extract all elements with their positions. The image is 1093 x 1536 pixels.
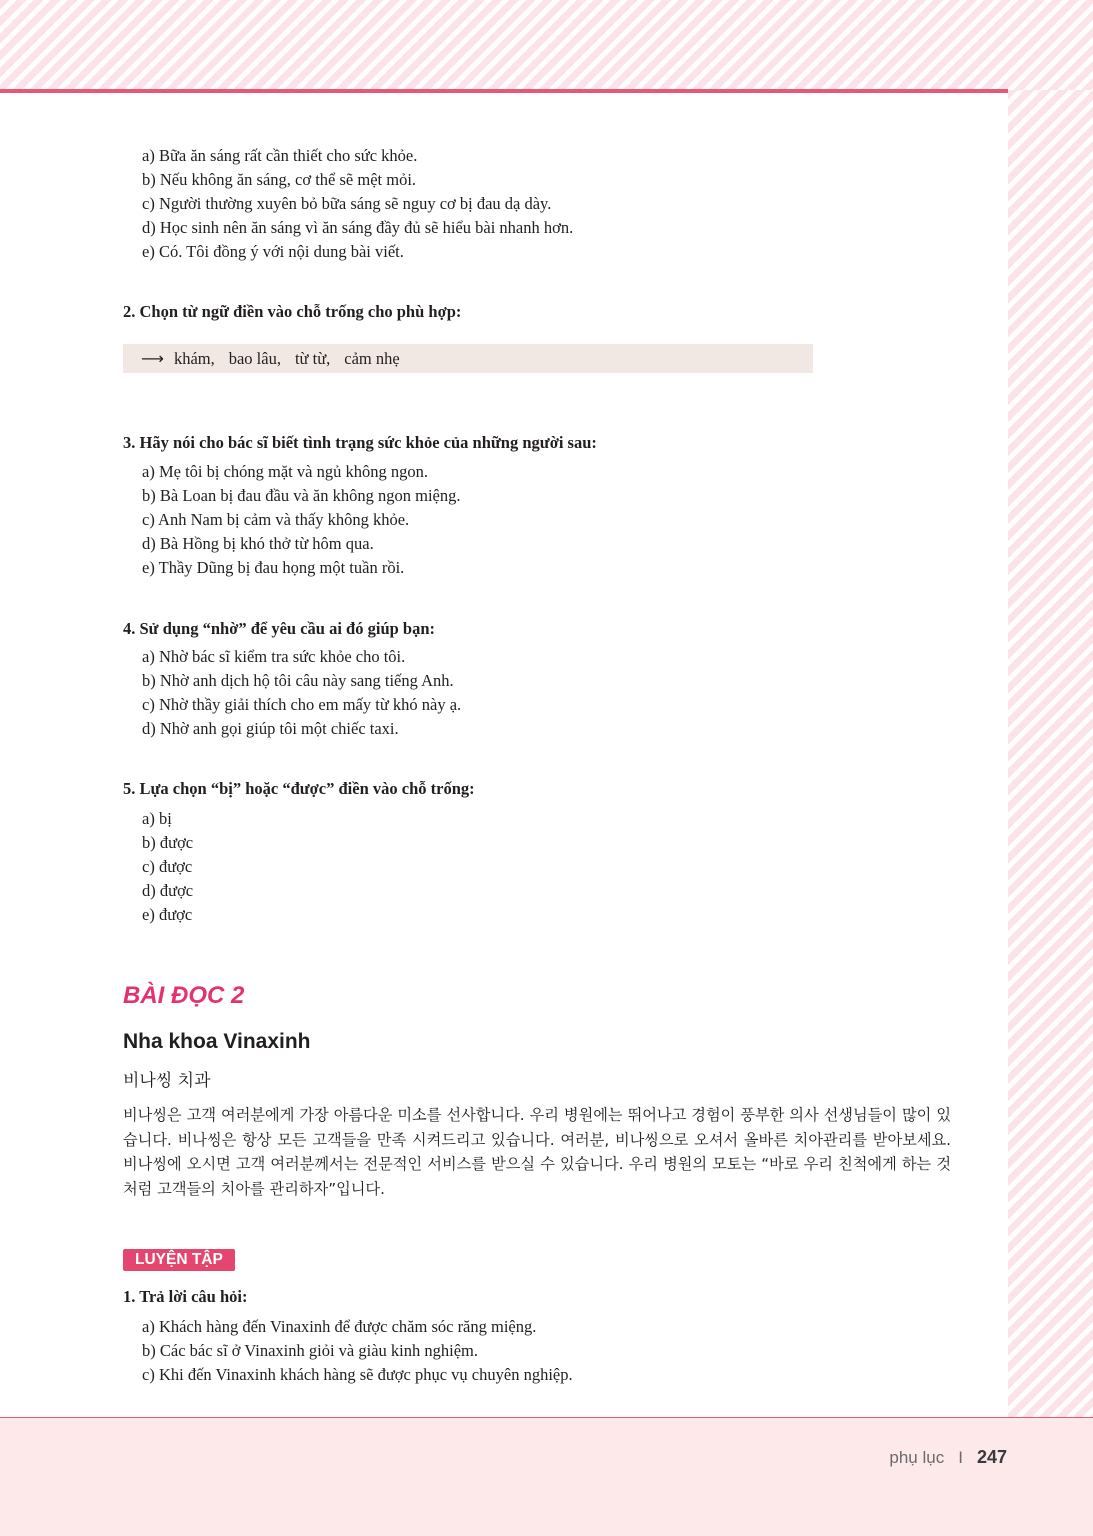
list-item: e) Có. Tôi đồng ý với nội dung bài viết. <box>142 242 404 261</box>
reading-title: Nha khoa Vinaxinh <box>123 1030 311 1053</box>
reading-heading: BÀI ĐỌC 2 <box>123 982 245 1009</box>
list-item: d) Nhờ anh gọi giúp tôi một chiếc taxi. <box>142 719 399 738</box>
question-4 <box>123 617 953 741</box>
list-item: b) được <box>142 833 194 852</box>
top-rule <box>0 89 1008 93</box>
footer-label: phụ lục <box>889 1448 945 1467</box>
practice-question-1-title: 1. Trả lời câu hỏi: <box>123 1287 248 1306</box>
list-item: b) Nếu không ăn sáng, cơ thể sẽ mệt mỏi. <box>142 170 417 189</box>
list-item: c) Nhờ thầy giải thích cho em mấy từ khó này ạ. <box>142 695 462 714</box>
page-number: 247 <box>976 1447 1007 1467</box>
list-item: c) Khi đến Vinaxinh khách hàng sẽ được phục vụ chuyên nghiệp. <box>142 1365 573 1384</box>
top-stripe-decoration <box>0 0 1093 90</box>
list-item: c) Anh Nam bị cảm và thấy không khỏe. <box>142 510 410 529</box>
list-item: b) Các bác sĩ ở Vinaxinh giỏi và giàu kinh nghiệm. <box>142 1341 478 1360</box>
list-item: b) Nhờ anh dịch hộ tôi câu này sang tiếng Anh. <box>142 671 454 690</box>
list-item: c) Người thường xuyên bỏ bữa sáng sẽ nguy cơ bị đau dạ dày. <box>142 194 552 213</box>
reading-subtitle: 비나씽 치과 <box>123 1071 211 1091</box>
arrow-right-icon: ⟶ <box>141 349 164 368</box>
list-item: d) được <box>142 881 194 900</box>
footer-band <box>0 1418 1093 1536</box>
list-item: b) Bà Loan bị đau đầu và ăn không ngon miệng. <box>142 486 461 505</box>
list-item: a) Khách hàng đến Vinaxinh để được chăm sóc răng miệng. <box>142 1317 537 1336</box>
section1-answers <box>123 144 953 264</box>
list-item: e) được <box>142 905 193 924</box>
practice-question-1 <box>123 1285 953 1387</box>
list-item: c) được <box>142 857 193 876</box>
question-4-title: 4. Sử dụng “nhờ” để yêu cầu ai đó giúp bạn: <box>123 619 436 638</box>
list-item: a) Mẹ tôi bị chóng mặt và ngủ không ngon. <box>142 462 428 481</box>
word-bank-item: bao lâu, <box>228 348 281 368</box>
question-3 <box>123 431 953 580</box>
question-3-title: 3. Hãy nói cho bác sĩ biết tình trạng sức khỏe của những người sau: <box>123 433 597 452</box>
list-item: d) Học sinh nên ăn sáng vì ăn sáng đầy đủ sẽ hiểu bài nhanh hơn. <box>142 218 574 237</box>
word-bank-item: từ từ, <box>294 348 331 368</box>
list-item: a) Nhờ bác sĩ kiểm tra sức khỏe cho tôi. <box>142 647 406 666</box>
list-item: e) Thầy Dũng bị đau họng một tuần rồi. <box>142 558 405 577</box>
word-bank-item: khám, <box>173 348 215 368</box>
word-bank-item: cảm nhẹ <box>344 348 400 368</box>
list-item: d) Bà Hồng bị khó thở từ hôm qua. <box>142 534 374 553</box>
question-5 <box>123 777 953 927</box>
right-stripe-decoration <box>1008 90 1093 1418</box>
question-2-title: 2. Chọn từ ngữ điền vào chỗ trống cho phù hợp: <box>123 302 462 321</box>
list-item: a) bị <box>142 809 172 828</box>
word-bank <box>123 344 813 373</box>
page-footer <box>889 1447 1007 1468</box>
footer-separator: I <box>958 1448 963 1467</box>
practice-badge: LUYỆN TẬP <box>123 1249 235 1271</box>
reading-body: 비나씽은 고객 여러분에게 가장 아름다운 미소를 선사합니다. 우리 병원에는 뛰어나고 경험이 풍부한 의사 선생님들이 많이 있습니다. 비나씽은 항상 모든 고객들을 만족 시켜드리고 있습니다. 여러분, 비나씽으로 오셔서 올바른 치아관리를 받아보세요. 비나씽에 오시면 고객 여러분께서는 전문적인 서비스를 받으실 수 있습니다. 우리 병원의 모토는 “바로 우리 친척에게 하는 것처럼 고객들의 치아를 관리하자”입니다. <box>123 1106 951 1198</box>
list-item: a) Bữa ăn sáng rất cần thiết cho sức khỏe. <box>142 146 418 165</box>
question-5-title: 5. Lựa chọn “bị” hoặc “được” điền vào chỗ trống: <box>123 779 475 798</box>
